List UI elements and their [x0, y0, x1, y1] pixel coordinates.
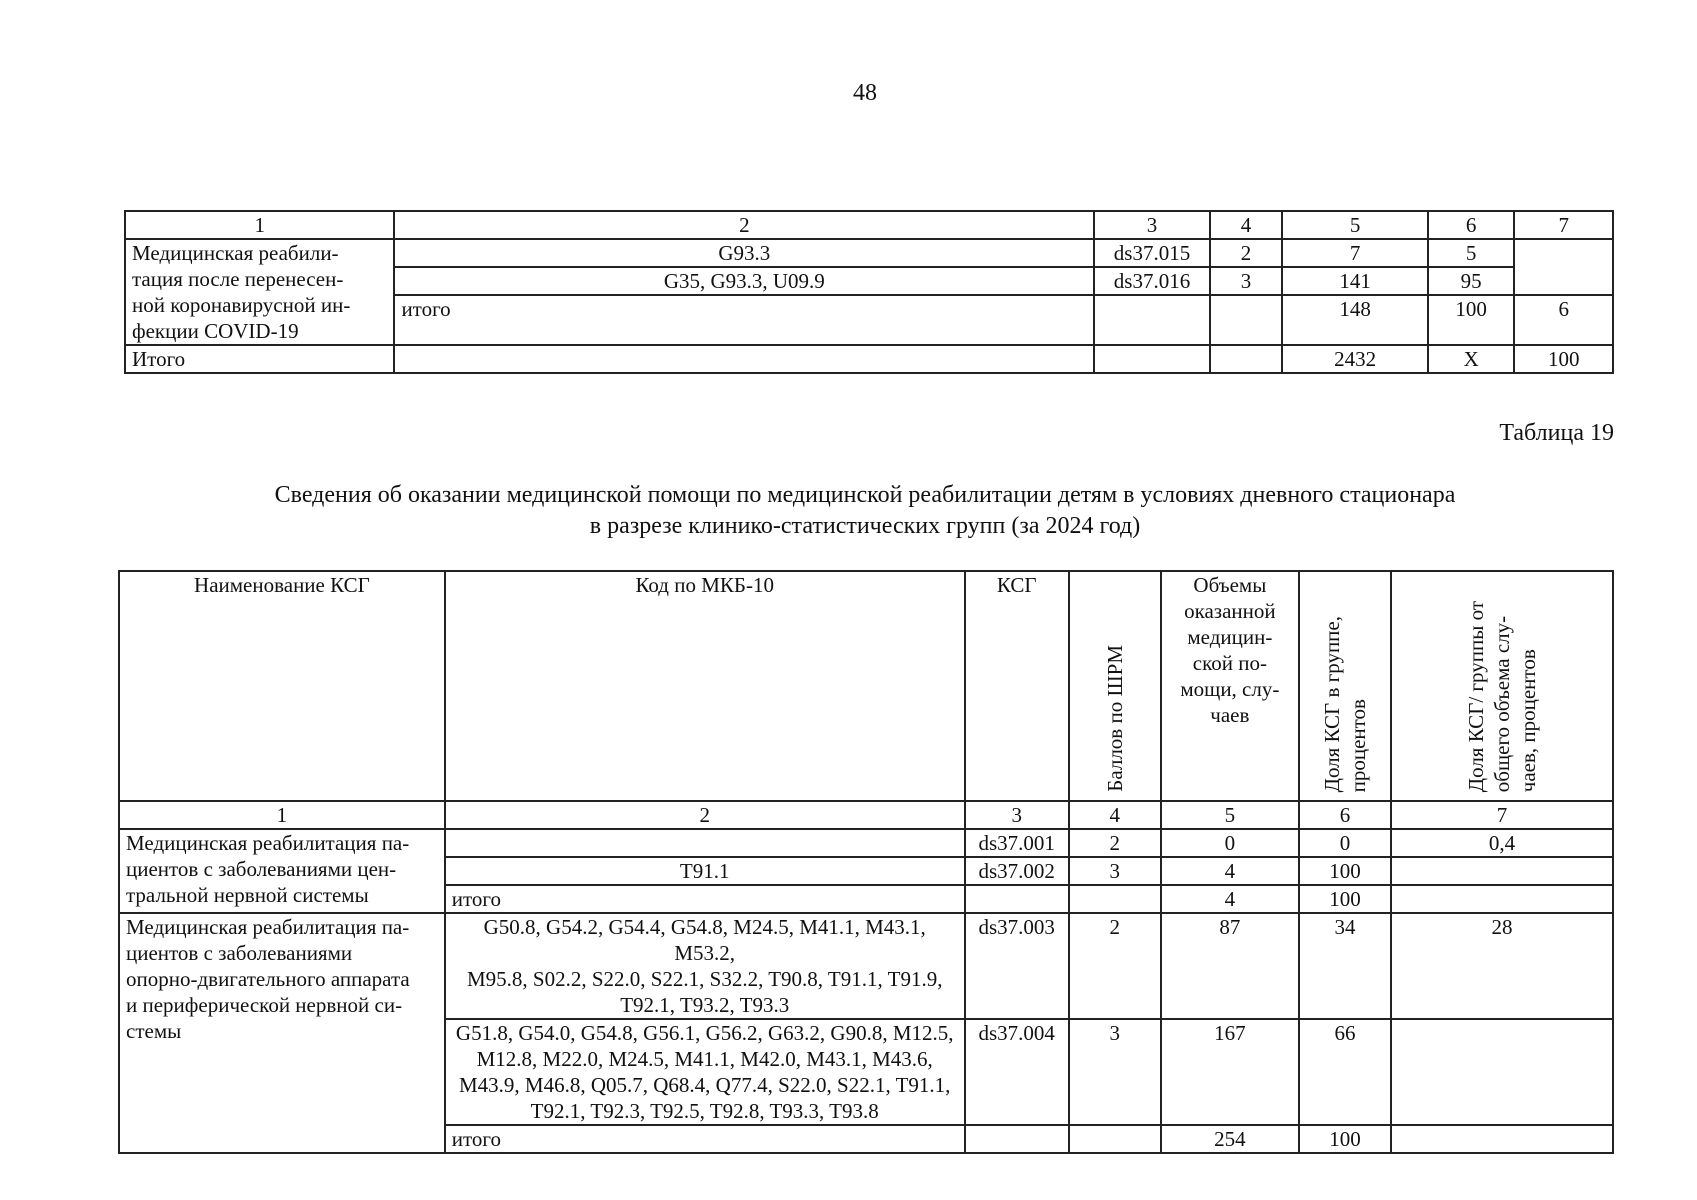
total-share — [1391, 885, 1613, 913]
header-codes: Код по МКБ-10 — [445, 571, 965, 801]
points: 3 — [1210, 267, 1282, 295]
col-number: 2 — [394, 211, 1094, 239]
col-number: 5 — [1282, 211, 1428, 239]
points: 2 — [1069, 913, 1161, 1019]
page-number: 48 — [853, 80, 877, 106]
col-number: 6 — [1299, 801, 1391, 829]
col-number: 1 — [125, 211, 394, 239]
col-number: 3 — [965, 801, 1069, 829]
total-share — [1391, 857, 1613, 885]
mkb-codes — [445, 829, 965, 857]
share: 100 — [1428, 295, 1514, 345]
mkb-codes: G35, G93.3, U09.9 — [394, 267, 1094, 295]
share: 95 — [1428, 267, 1514, 295]
col-number: 6 — [1428, 211, 1514, 239]
header-row — [119, 571, 1613, 801]
table-row — [119, 829, 1613, 857]
empty-cell — [965, 1125, 1069, 1153]
empty-cell — [1094, 295, 1210, 345]
col-number: 7 — [1391, 801, 1613, 829]
subtotal-label: итого — [445, 885, 965, 913]
group-name: Медицинская реабилитация па- циентов с заболеваниями цен- тральной нервной системы — [119, 829, 445, 913]
header-volume: Объемы оказанной медицин- ской по- мощи, слу- чаев — [1161, 571, 1299, 801]
ksg-code: ds37.003 — [965, 913, 1069, 1019]
share: 100 — [1299, 1125, 1391, 1153]
empty-cell — [1210, 345, 1282, 373]
table-row — [125, 239, 1613, 267]
grand-total-label: Итого — [125, 345, 394, 373]
share: 100 — [1299, 857, 1391, 885]
group-name: Медицинская реабилитация па- циентов с заболеваниями опорно-двигательного аппарата и периферической нервной си- стемы — [119, 913, 445, 1153]
share: 100 — [1299, 885, 1391, 913]
empty-cell — [1094, 345, 1210, 373]
subtotal-label: итого — [445, 1125, 965, 1153]
header-share: Доля КСГ в группе, процентов — [1319, 615, 1370, 792]
col-number: 5 — [1161, 801, 1299, 829]
header-ksg: КСГ — [965, 571, 1069, 801]
header-total-share-cell — [1391, 571, 1613, 801]
column-number-row — [119, 801, 1613, 829]
caption-line: Сведения об оказании медицинской помощи по медицинской реабилитации детям в условиях дневного стационара — [274, 482, 1456, 508]
col-number: 7 — [1514, 211, 1613, 239]
share: 0 — [1299, 829, 1391, 857]
top-table — [124, 210, 1614, 374]
header-points: Баллов по ШРМ — [1102, 645, 1127, 792]
mkb-codes: G50.8, G54.2, G54.4, G54.8, M24.5, M41.1, M43.1, M53.2, M95.8, S02.2, S22.0, S22.1, S32.2, T90.8, T91.1, T91.9, T92.1, T93.2, T93.3 — [445, 913, 965, 1019]
group-name: Медицинская реабили- тация после перенесен- ной коронавирусной ин- фекции COVID-19 — [125, 239, 394, 345]
total-share: 6 — [1514, 295, 1613, 345]
subtotal-label: итого — [394, 295, 1094, 345]
total-share — [1391, 1125, 1613, 1153]
header-total-share: Доля КСГ/ группы от общего объема слу- чаев, процентов — [1463, 600, 1540, 792]
mkb-codes: G93.3 — [394, 239, 1094, 267]
mkb-codes: T91.1 — [445, 857, 965, 885]
column-number-row — [125, 211, 1613, 239]
empty-cell — [965, 885, 1069, 913]
volume: 4 — [1161, 885, 1299, 913]
empty-cell — [394, 345, 1094, 373]
points: 2 — [1069, 829, 1161, 857]
mkb-codes: G51.8, G54.0, G54.8, G56.1, G56.2, G63.2, G90.8, M12.5, M12.8, M22.0, M24.5, M41.1, M42.0, M43.1, M43.6, M43.9, M46.8, Q05.7, Q68.4, Q77.4, S22.0, S22.1, T91.1, T92.1, T92.3, T92.5, T92.8, T93.3, T93.8 — [445, 1019, 965, 1125]
ksg-code: ds37.004 — [965, 1019, 1069, 1125]
col-number: 4 — [1069, 801, 1161, 829]
volume: 254 — [1161, 1125, 1299, 1153]
total-share: 100 — [1514, 345, 1613, 373]
header-share-cell — [1299, 571, 1391, 801]
share: 66 — [1299, 1019, 1391, 1125]
volume: 7 — [1282, 239, 1428, 267]
volume: 167 — [1161, 1019, 1299, 1125]
empty-cell — [1210, 295, 1282, 345]
share: 34 — [1299, 913, 1391, 1019]
caption-line: в разрезе клинико-статистических групп (за 2024 год) — [589, 513, 1141, 539]
total-share: 0,4 — [1391, 829, 1613, 857]
share: 5 — [1428, 239, 1514, 267]
volume: 0 — [1161, 829, 1299, 857]
total-share: 28 — [1391, 913, 1613, 1019]
volume: 148 — [1282, 295, 1428, 345]
main-table — [118, 570, 1614, 1154]
col-number: 3 — [1094, 211, 1210, 239]
col-number: 2 — [445, 801, 965, 829]
volume: 141 — [1282, 267, 1428, 295]
total-share — [1514, 239, 1613, 295]
col-number: 1 — [119, 801, 445, 829]
ksg-code: ds37.002 — [965, 857, 1069, 885]
volume: 87 — [1161, 913, 1299, 1019]
empty-cell — [1069, 885, 1161, 913]
points: 3 — [1069, 1019, 1161, 1125]
points: 3 — [1069, 857, 1161, 885]
grand-total-row — [125, 345, 1613, 373]
ksg-code: ds37.001 — [965, 829, 1069, 857]
table-caption — [0, 480, 1697, 542]
ksg-code: ds37.015 — [1094, 239, 1210, 267]
header-points-cell — [1069, 571, 1161, 801]
share: X — [1428, 345, 1514, 373]
volume: 4 — [1161, 857, 1299, 885]
volume: 2432 — [1282, 345, 1428, 373]
table-row — [119, 913, 1613, 1019]
total-share — [1391, 1019, 1613, 1125]
points: 2 — [1210, 239, 1282, 267]
col-number: 4 — [1210, 211, 1282, 239]
table-label: Таблица 19 — [1499, 420, 1614, 446]
empty-cell — [1069, 1125, 1161, 1153]
header-name: Наименование КСГ — [119, 571, 445, 801]
ksg-code: ds37.016 — [1094, 267, 1210, 295]
